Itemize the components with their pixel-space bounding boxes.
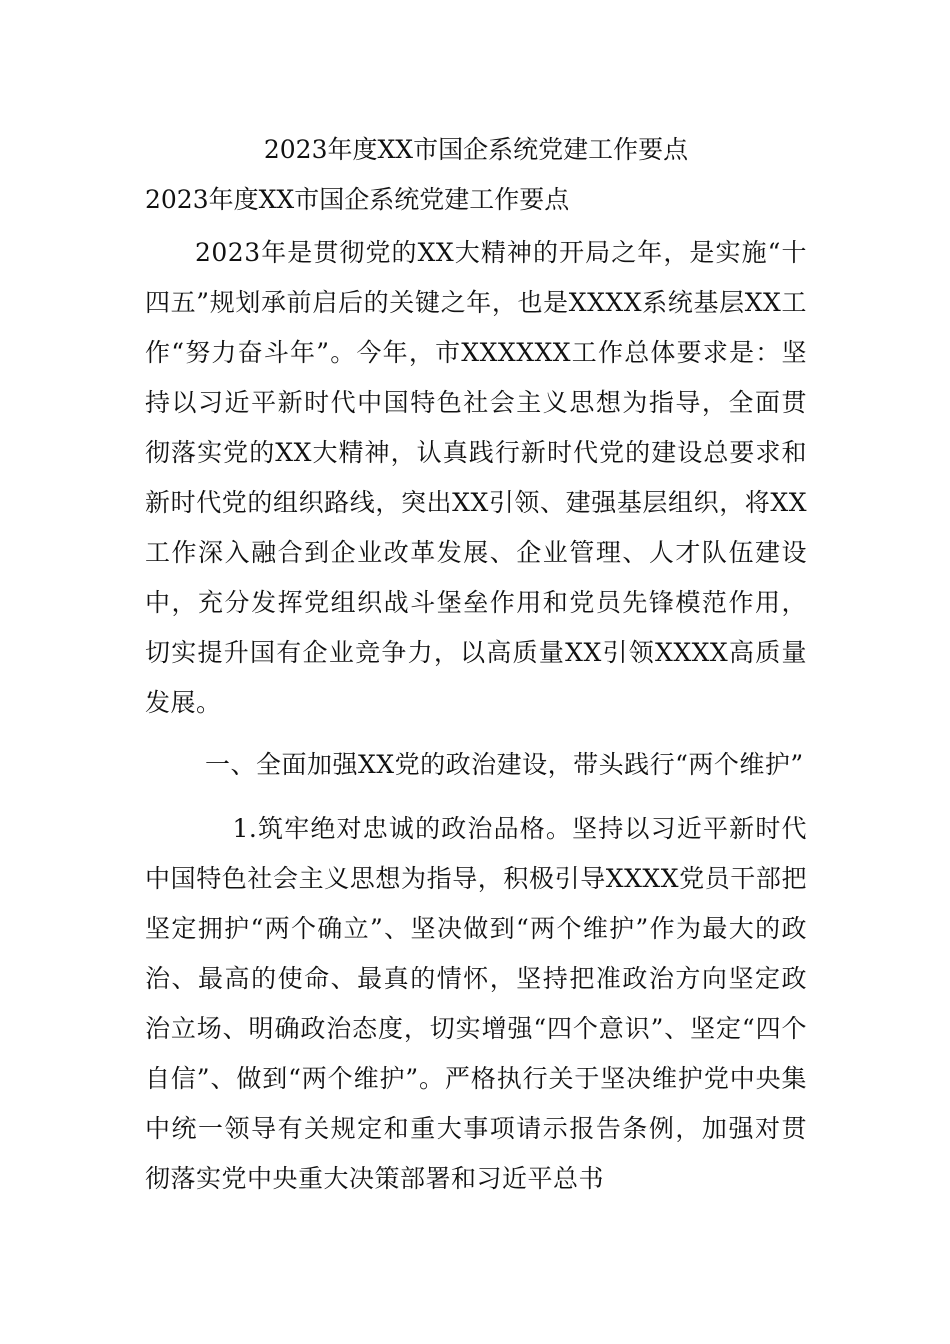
intro-paragraph: 2023年是贯彻党的XX大精神的开局之年，是实施“十四五”规划承前启后的关键之年，也是XXXX系统基层XX工作“努力奋斗年”。今年，市XXXXXX工作总体要求是：坚持以习近平新时代中国特色社会主义思想为指导，全面贯彻落实党的XX大精神，认真践行新时代党的建设总要求和新时代党的组织路线，突出XX引领、建强基层组织，将XX工作深入融合到企业改革发展、企业管理、人才队伍建设中，充分发挥党组织战斗堡垒作用和党员先锋模范作用，切实提升国有企业竞争力，以高质量XX引领XXXX高质量发展。 bbox=[145, 238, 807, 717]
section-1-heading: 一、全面加强XX党的政治建设，带头践行“两个维护” bbox=[205, 750, 804, 779]
item-1-paragraph: 1.筑牢绝对忠诚的政治品格。坚持以习近平新时代中国特色社会主义思想为指导，积极引导XXXX党员干部把坚定拥护“两个确立”、坚决做到“两个维护”作为最大的政治、最高的使命、最真的情怀，坚持把准政治方向坚定政治立场、明确政治态度，切实增强“四个意识”、坚定“四个自信”、做到“两个维护”。严格执行关于坚决维护党中央集中统一领导有关规定和重大事项请示报告条例，加强对贯彻落实党中央重大决策部署和习近平总书 bbox=[145, 814, 807, 1193]
document-body bbox=[145, 128, 807, 1204]
document-title: 2023年度XX市国企系统党建工作要点 bbox=[263, 135, 689, 164]
document-subtitle: 2023年度XX市国企系统党建工作要点 bbox=[145, 185, 570, 214]
